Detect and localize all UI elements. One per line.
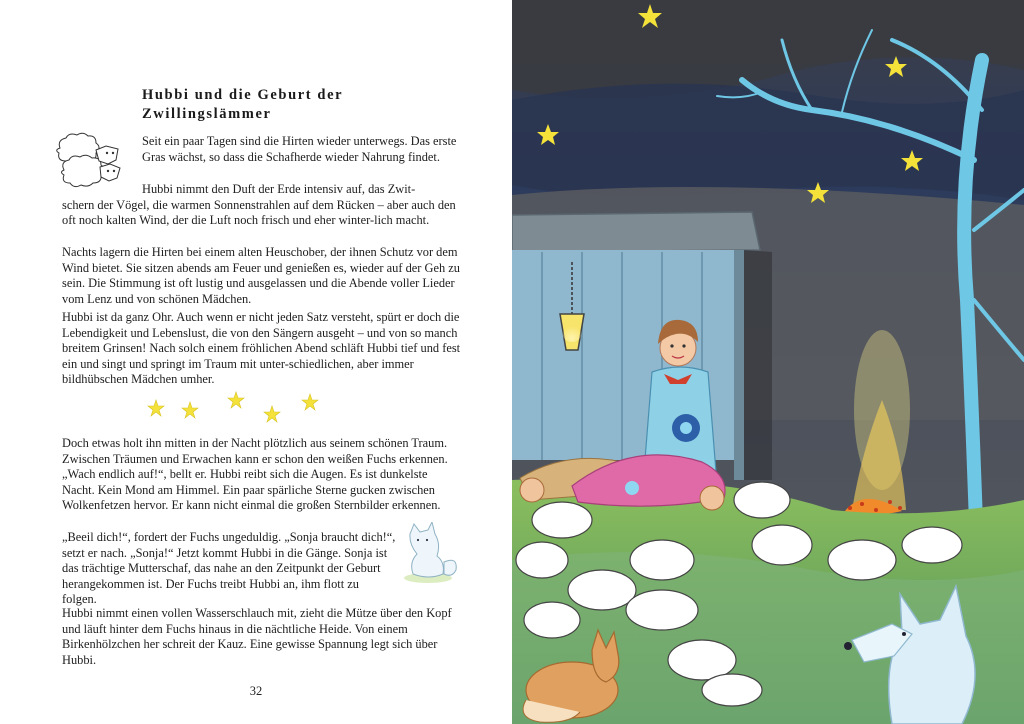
star-icon <box>264 406 280 422</box>
paragraph-3: Nachts lagern die Hirten bei einem alten Heuschober, der ihnen Schutz vor dem Wind bietet. Sie sitzen abends am Feuer und genießen es, wieder auf der Geh zu sein. Die Stimmung ist oft lustig und ausgelassen und die Abende voller Lieder vom Lenz und von schönen Mädchen. <box>62 245 460 306</box>
star-icon <box>302 394 318 410</box>
sheep <box>532 502 592 538</box>
sheep <box>734 482 790 518</box>
sheep <box>828 540 896 580</box>
sheep <box>626 590 698 630</box>
sheep <box>752 525 812 565</box>
paragraph-2-lead: Hubbi nimmt den Duft der Erde intensiv auf, das Zwit- <box>142 182 416 196</box>
sheep <box>568 570 636 610</box>
sheep <box>630 540 694 580</box>
paragraph-1: Seit ein paar Tagen sind die Hirten wieder unterwegs. Das erste Gras wächst, so dass die Schafherde wieder Nahrung findet. <box>142 134 457 164</box>
stars-row <box>142 388 332 437</box>
sheep <box>902 527 962 563</box>
paragraph-5: Doch etwas holt ihn mitten in der Nacht plötzlich aus seinem schönen Traum. Zwischen Träumen und Erwachen kann er schon den weißen Fuchs erkennen. „Wach endlich auf!“, bellt er. Hubbi reibt sich die Augen. Es ist dunkelste Nacht. Kein Mond am Himmel. Ein paar spärliche Sterne gucken zwischen Wolkenfetzen hervor. Er kann nicht einmal die großen Sternbilder erkennen. <box>62 436 448 513</box>
white-fox-icon <box>396 522 462 591</box>
paragraph-2 <box>62 182 462 229</box>
star-icon <box>148 400 164 416</box>
paragraph-4: Hubbi ist da ganz Ohr. Auch wenn er nicht jeden Satz versteht, spürt er doch die Lebendigkeit und Lebenslust, die von den Sängern ausgeht – und von so manch breitem Grinsen! Nach solch einem fröhlichen Abend schläft Hubbi tief und fest ein und singt und springt im Traum mit unter-schiedlichen, aber immer bildhübschen Mädchen umher. <box>62 310 461 387</box>
sheep <box>524 602 580 638</box>
star-icon <box>228 392 244 408</box>
paragraph-6: „Beeil dich!“, fordert der Fuchs ungeduldig. „Sonja braucht dich!“, setzt er nach. „Sonja!“ Jetzt kommt Hubbi in die Gänge. Sonja ist das trächtige Mutterschaf, das nahe an den Zeitpunkt der Geburt herangekommen ist. Der Fuchs treibt Hubbi an, ihm flott zu folgen. <box>62 530 396 607</box>
paragraph-2-rest: schern der Vögel, die warmen Sonnenstrahlen auf dem Rücken – aber auch den oft noch kalten Wind, der die Luft noch frisch und eher winter-lich macht. <box>62 197 456 228</box>
sheep <box>702 674 762 706</box>
paragraph-7: Hubbi nimmt einen vollen Wasserschlauch mit, zieht die Mütze über den Kopf und läuft hinter dem Fuchs hinaus in die nächtliche Heide. Von einem Birkenhölzchen her schreit der Kauz. Eine gewisse Spannung legt sich über Hubbi. <box>62 606 452 667</box>
page-number: 32 <box>249 684 263 698</box>
hay-shed <box>512 212 772 480</box>
star-icon <box>182 402 198 418</box>
sheep <box>516 542 568 578</box>
night-scene-illustration <box>512 0 1024 724</box>
chapter-title: Hubbi und die Geburt der Zwillingslämmer <box>142 87 343 122</box>
